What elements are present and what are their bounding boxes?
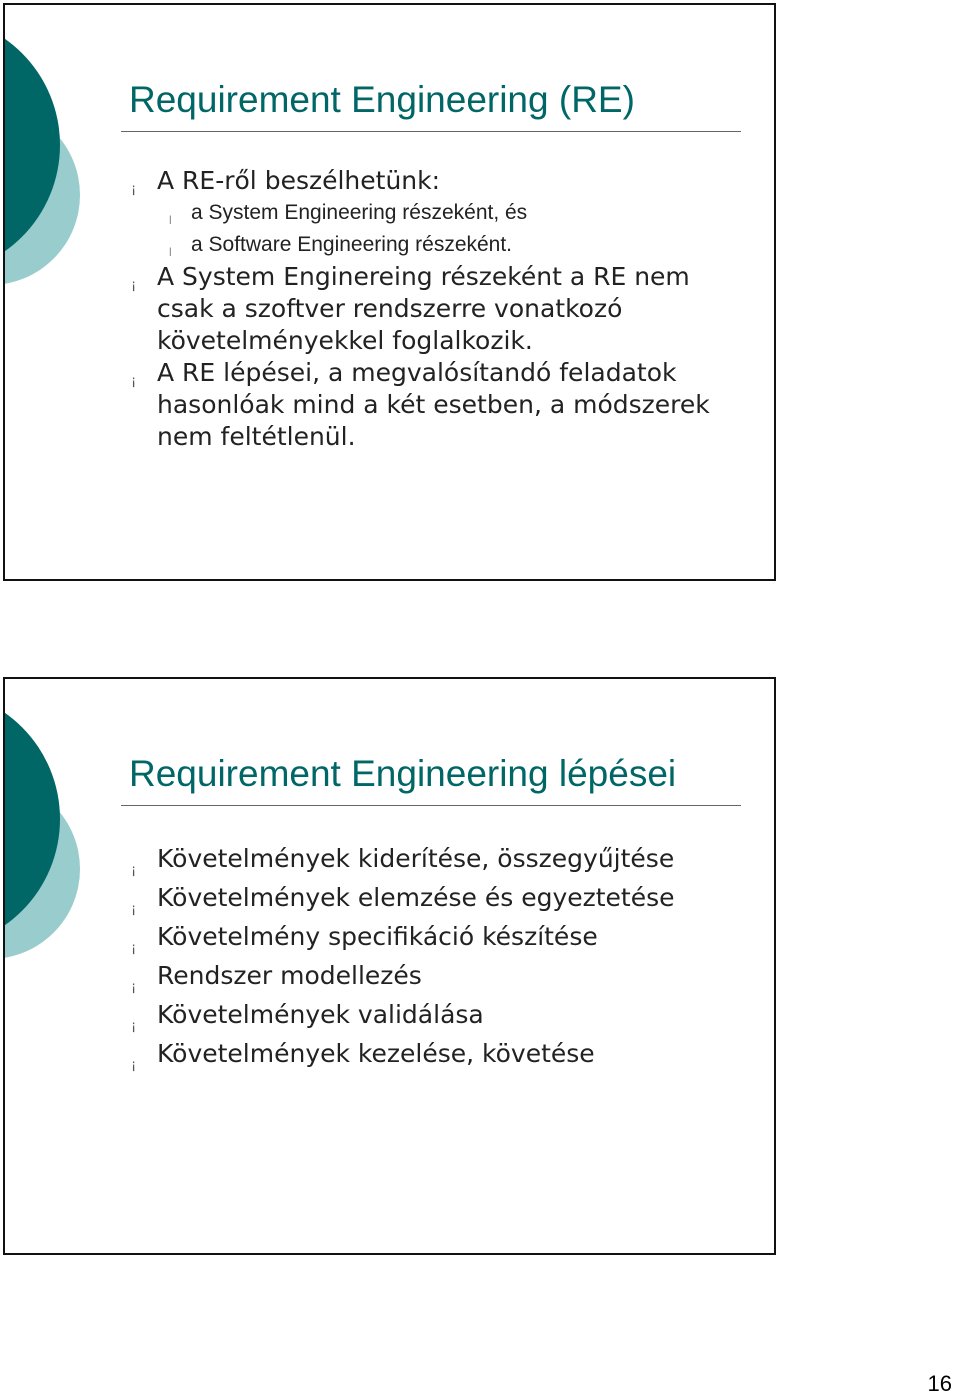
bullet-marker-icon: ¡ [131, 374, 137, 389]
bullet-item [129, 956, 749, 995]
bullet-item [129, 261, 749, 357]
title-divider [121, 131, 741, 132]
bullet-marker-icon: ¡ [131, 1019, 137, 1034]
bullet-marker-icon: l [169, 245, 172, 259]
bullet-item [129, 995, 749, 1034]
bullet-marker-icon: ¡ [131, 941, 137, 956]
bullet-item [129, 357, 749, 453]
bullet-item [129, 878, 749, 917]
slide-body [129, 165, 749, 453]
bullet-marker-icon: ¡ [131, 182, 137, 197]
bullet-marker-icon: ¡ [131, 902, 137, 917]
page-number: 16 [927, 1371, 952, 1396]
slide-title: Requirement Engineering (RE) [129, 79, 635, 120]
slide-2 [3, 677, 776, 1255]
slide-1 [3, 3, 776, 581]
bullet-text: A RE-ről beszélhetünk: [157, 166, 441, 195]
bullet-text: A System Enginereing részeként a RE nem csak a szoftver rendszerre vonatkozó követelményekkel foglalkozik. [157, 262, 690, 355]
bullet-text: a Software Engineering részeként. [191, 233, 513, 256]
bullet-text: Követelmények validálása [157, 1000, 484, 1029]
bullet-item [129, 165, 749, 197]
bullet-marker-icon: ¡ [131, 863, 137, 878]
sub-bullet-item [129, 197, 749, 229]
teal-corner-decoration [5, 679, 95, 979]
teal-corner-decoration [5, 5, 95, 305]
bullet-text: Követelmények kezelése, követése [157, 1039, 595, 1068]
slide-body [129, 839, 749, 1073]
title-divider [121, 805, 741, 806]
slide-title: Requirement Engineering lépései [129, 753, 677, 794]
bullet-marker-icon: ¡ [131, 278, 137, 293]
bullet-text: Követelmények kiderítése, összegyűjtése [157, 844, 675, 873]
bullet-item [129, 1034, 749, 1073]
bullet-marker-icon: ¡ [131, 980, 137, 995]
bullet-marker-icon: l [169, 213, 172, 227]
bullet-text: Követelmények elemzése és egyeztetése [157, 883, 675, 912]
bullet-item [129, 917, 749, 956]
bullet-item [129, 839, 749, 878]
bullet-marker-icon: ¡ [131, 1058, 137, 1073]
sub-bullet-item [129, 229, 749, 261]
bullet-text: A RE lépései, a megvalósítandó feladatok hasonlóak mind a két esetben, a módszerek nem feltétlenül. [157, 358, 710, 451]
bullet-text: a System Engineering részeként, és [191, 201, 528, 224]
bullet-text: Rendszer modellezés [157, 961, 422, 990]
bullet-text: Követelmény specifikáció készítése [157, 922, 598, 951]
